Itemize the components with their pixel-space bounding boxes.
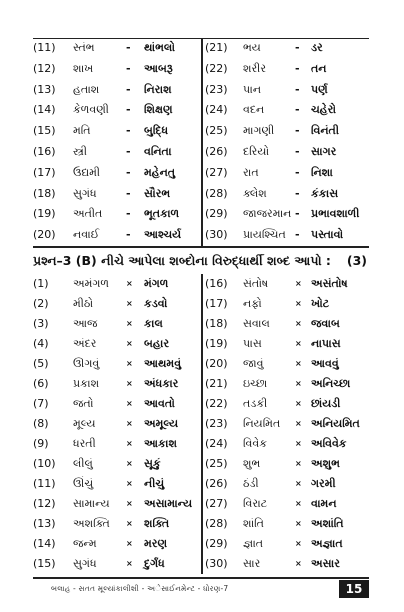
row-meaning: પસ્તાવો: [311, 228, 344, 242]
question-heading-text: પ્રશ્ન–3 (B) નીચે આપેલા શબ્દોના વિરુદ્ધાર્થી શબ્દ આપો :: [33, 253, 331, 268]
row-separator: ×: [126, 399, 133, 408]
row-meaning: અંધકાર: [144, 377, 179, 390]
row-separator: -: [295, 124, 300, 138]
table-row: [33, 225, 201, 246]
row-word: ઠંડી: [243, 477, 259, 490]
row-word: હતાશ: [73, 82, 100, 96]
row-item-number: (22): [205, 61, 228, 75]
row-item-number: (13): [33, 82, 56, 96]
antonyms-left-column: [33, 274, 201, 574]
row-word: શાખ: [73, 61, 94, 75]
row-word: શુભ: [243, 457, 261, 470]
row-word: મીઠો: [73, 297, 94, 310]
row-word: સુગંધ: [73, 186, 97, 200]
table-row: [33, 454, 201, 474]
row-meaning: આકાશ: [144, 437, 177, 450]
row-separator: -: [295, 228, 300, 242]
row-item-number: (3): [33, 317, 49, 330]
row-word: પ્રાયશ્ચિત: [243, 228, 286, 242]
row-separator: ×: [295, 519, 302, 528]
row-item-number: (21): [205, 377, 228, 390]
synonyms-right-column: [203, 38, 371, 246]
table-row: [203, 414, 371, 434]
row-item-number: (25): [205, 457, 228, 470]
table-row: [33, 534, 201, 554]
table-row: [203, 394, 371, 414]
row-separator: -: [295, 186, 300, 200]
row-separator: -: [126, 207, 131, 221]
row-separator: ×: [126, 539, 133, 548]
row-item-number: (13): [33, 517, 56, 530]
row-word: માગણી: [243, 124, 275, 138]
table-row: [203, 274, 371, 294]
row-separator: ×: [126, 479, 133, 488]
row-item-number: (23): [205, 82, 228, 96]
row-separator: -: [295, 61, 300, 75]
table-row: [33, 59, 201, 80]
table-row: [33, 414, 201, 434]
row-meaning: નિશા: [311, 165, 333, 179]
table-row: [203, 494, 371, 514]
table-row: [203, 204, 371, 225]
row-separator: -: [126, 144, 131, 158]
table-row: [203, 374, 371, 394]
row-item-number: (19): [205, 337, 228, 350]
page-footer: [33, 581, 369, 597]
row-separator: ×: [126, 359, 133, 368]
row-word: સંતોષ: [243, 277, 269, 290]
row-word: આજ: [73, 317, 98, 330]
table-row: [33, 514, 201, 534]
row-item-number: (10): [33, 457, 56, 470]
antonyms-right-column: [203, 274, 371, 574]
row-separator: -: [126, 82, 131, 96]
row-word: મૂલ્ય: [73, 417, 96, 430]
row-meaning: સૌરભ: [144, 186, 171, 200]
row-word: પાસ: [243, 337, 262, 350]
row-meaning: કંકાસ: [311, 186, 339, 200]
row-separator: ×: [126, 519, 133, 528]
row-word: સુગંધ: [73, 557, 97, 570]
row-word: જ્ઞાત: [243, 537, 264, 550]
row-item-number: (4): [33, 337, 49, 350]
table-row: [33, 294, 201, 314]
row-word: નિયમિત: [243, 417, 281, 430]
row-meaning: અવિવેક: [311, 437, 347, 450]
row-separator: ×: [126, 499, 133, 508]
synonyms-left-column: [33, 38, 201, 246]
row-meaning: થાંભલો: [144, 41, 175, 54]
row-word: ભય: [243, 41, 261, 54]
table-row: [203, 294, 371, 314]
table-row: [33, 434, 201, 454]
row-item-number: (14): [33, 537, 56, 550]
table-row: [203, 100, 371, 121]
row-meaning: અનિચ્છા: [311, 377, 351, 390]
table-row: [203, 59, 371, 80]
row-word: અમંગળ: [73, 277, 109, 290]
row-word: લીલું: [73, 457, 93, 470]
table-row: [203, 354, 371, 374]
row-meaning: આવતો: [144, 397, 175, 410]
row-meaning: શક્તિ: [144, 517, 170, 530]
row-word: જતો: [73, 397, 94, 410]
row-item-number: (9): [33, 437, 49, 450]
table-row: [203, 514, 371, 534]
row-word: સ્તંભ: [73, 41, 95, 54]
footer-text: બલાહ - સતત મૂલ્યાંકાલીશી - અેસાઈનમેન્ટ - ધોરણ-7: [51, 584, 229, 593]
table-row: [203, 314, 371, 334]
row-meaning: અનિયમિત: [311, 417, 360, 430]
table-row: [203, 534, 371, 554]
row-word: રાત: [243, 165, 259, 179]
row-item-number: (30): [205, 228, 228, 242]
row-word: ક્લેશ: [243, 186, 267, 200]
row-separator: -: [126, 41, 131, 54]
row-meaning: આબરૂ: [144, 61, 173, 75]
row-item-number: (27): [205, 165, 228, 179]
row-meaning: અસંતોષ: [311, 277, 348, 290]
row-meaning: પ્રભાવશાળી: [311, 207, 360, 221]
row-word: જાવું: [243, 357, 264, 370]
row-item-number: (14): [33, 103, 56, 117]
row-word: પ્રકાશ: [73, 377, 100, 390]
row-item-number: (23): [205, 417, 228, 430]
page-number-badge: 15: [339, 580, 369, 598]
row-meaning: આથમવું: [144, 357, 182, 370]
row-word: વદન: [243, 103, 265, 117]
row-item-number: (1): [33, 277, 49, 290]
table-row: [33, 354, 201, 374]
row-meaning: મંગળ: [144, 277, 169, 290]
row-meaning: બહાર: [144, 337, 170, 350]
row-word: ધરતી: [73, 437, 96, 450]
row-separator: ×: [126, 439, 133, 448]
row-meaning: અસાર: [311, 557, 340, 570]
row-item-number: (25): [205, 124, 228, 138]
row-separator: -: [295, 165, 300, 179]
table-row: [33, 184, 201, 205]
row-item-number: (16): [205, 277, 228, 290]
row-meaning: ડર: [311, 41, 323, 54]
row-item-number: (26): [205, 144, 228, 158]
row-separator: ×: [295, 379, 302, 388]
table-row: [33, 374, 201, 394]
row-separator: ×: [295, 479, 302, 488]
row-item-number: (26): [205, 477, 228, 490]
table-row: [33, 142, 201, 163]
row-item-number: (24): [205, 103, 228, 117]
table-row: [33, 80, 201, 101]
table-row: [203, 121, 371, 142]
row-meaning: ચહેરો: [311, 103, 337, 117]
row-word: જાજરમાન: [243, 207, 292, 221]
row-meaning: અશાંતિ: [311, 517, 344, 530]
row-item-number: (2): [33, 297, 49, 310]
row-word: દરિયો: [243, 144, 270, 158]
row-item-number: (12): [33, 497, 56, 510]
row-item-number: (22): [205, 397, 228, 410]
table-row: [33, 494, 201, 514]
row-item-number: (18): [205, 317, 228, 330]
row-meaning: ખોટ: [311, 297, 330, 310]
row-item-number: (28): [205, 517, 228, 530]
row-separator: ×: [295, 559, 302, 568]
row-word: અતીત: [73, 207, 103, 221]
row-meaning: નાપાસ: [311, 337, 341, 350]
row-word: નવાઈ: [73, 228, 100, 242]
question-heading: [33, 248, 369, 274]
row-meaning: પર્ણ: [311, 82, 328, 96]
table-row: [33, 38, 201, 59]
row-meaning: ભૂતકાળ: [144, 207, 180, 221]
row-item-number: (6): [33, 377, 49, 390]
row-meaning: તન: [311, 61, 327, 75]
row-meaning: નિરાશ: [144, 82, 172, 96]
row-word: શાંતિ: [243, 517, 264, 530]
row-item-number: (8): [33, 417, 49, 430]
row-word: ઇચ્છા: [243, 377, 268, 390]
table-row: [203, 474, 371, 494]
table-row: [33, 204, 201, 225]
table-row: [203, 163, 371, 184]
table-row: [33, 274, 201, 294]
row-item-number: (5): [33, 357, 49, 370]
row-meaning: કડવો: [144, 297, 168, 310]
row-word: અશક્તિ: [73, 517, 110, 530]
row-separator: -: [295, 82, 300, 96]
question-marks: (3): [346, 253, 367, 268]
row-item-number: (28): [205, 186, 228, 200]
row-word: સામાન્ય: [73, 497, 110, 510]
row-meaning: છાંયડી: [311, 397, 341, 410]
row-separator: ×: [295, 419, 302, 428]
row-meaning: કાલ: [144, 317, 163, 330]
row-separator: ×: [126, 319, 133, 328]
row-item-number: (15): [33, 124, 56, 138]
row-meaning: મરણ: [144, 537, 168, 550]
row-meaning: નીચું: [144, 477, 165, 490]
row-separator: -: [295, 207, 300, 221]
row-meaning: આવવું: [311, 357, 339, 370]
row-separator: ×: [295, 459, 302, 468]
row-item-number: (17): [205, 297, 228, 310]
table-row: [203, 334, 371, 354]
row-separator: -: [295, 103, 300, 117]
row-item-number: (18): [33, 186, 56, 200]
row-separator: ×: [295, 339, 302, 348]
row-meaning: સૂકું: [144, 457, 161, 470]
row-separator: ×: [295, 399, 302, 408]
row-meaning: દુર્ગંધ: [144, 557, 165, 570]
table-row: [203, 80, 371, 101]
row-item-number: (21): [205, 41, 228, 54]
row-separator: ×: [295, 359, 302, 368]
row-meaning: ગરમી: [311, 477, 336, 490]
table-row: [203, 434, 371, 454]
row-word: ઊંચું: [73, 477, 94, 490]
row-item-number: (11): [33, 477, 56, 490]
row-word: કેળવણી: [73, 103, 109, 117]
table-row: [203, 554, 371, 574]
row-word: મતિ: [73, 124, 91, 138]
row-word: અંદર: [73, 337, 97, 350]
row-separator: ×: [126, 379, 133, 388]
row-separator: ×: [126, 339, 133, 348]
table-row: [203, 225, 371, 246]
row-word: નફો: [243, 297, 262, 310]
row-separator: ×: [126, 279, 133, 288]
row-separator: -: [126, 124, 131, 138]
row-word: સવાલ: [243, 317, 270, 330]
row-word: ઊગવું: [73, 357, 100, 370]
row-separator: ×: [126, 559, 133, 568]
row-item-number: (16): [33, 144, 56, 158]
row-item-number: (27): [205, 497, 228, 510]
table-row: [203, 454, 371, 474]
row-separator: ×: [126, 419, 133, 428]
row-item-number: (29): [205, 537, 228, 550]
row-separator: -: [126, 186, 131, 200]
table-row: [33, 314, 201, 334]
row-item-number: (29): [205, 207, 228, 221]
table-row: [33, 394, 201, 414]
row-separator: ×: [126, 299, 133, 308]
table-row: [203, 142, 371, 163]
row-item-number: (24): [205, 437, 228, 450]
row-meaning: મહેનતુ: [144, 165, 176, 179]
row-separator: ×: [126, 459, 133, 468]
row-meaning: આશ્ચર્ય: [144, 228, 182, 242]
row-separator: ×: [295, 439, 302, 448]
row-meaning: વામન: [311, 497, 337, 510]
row-item-number: (17): [33, 165, 56, 179]
table-row: [33, 100, 201, 121]
row-meaning: વિનંતી: [311, 124, 339, 138]
table-row: [33, 474, 201, 494]
row-meaning: વનિતા: [144, 144, 172, 158]
row-item-number: (30): [205, 557, 228, 570]
row-word: શરીર: [243, 61, 267, 75]
row-item-number: (11): [33, 41, 56, 54]
row-word: જન્મ: [73, 537, 97, 550]
row-meaning: અજ્ઞાત: [311, 537, 343, 550]
row-meaning: સાગર: [311, 144, 337, 158]
row-word: સાર: [243, 557, 261, 570]
row-separator: ×: [295, 299, 302, 308]
row-meaning: અસામાન્ય: [144, 497, 193, 510]
row-item-number: (19): [33, 207, 56, 221]
row-separator: ×: [295, 499, 302, 508]
row-item-number: (7): [33, 397, 49, 410]
row-meaning: બુદ્ધિ: [144, 124, 169, 138]
row-item-number: (15): [33, 557, 56, 570]
row-separator: ×: [295, 319, 302, 328]
row-separator: ×: [295, 539, 302, 548]
row-separator: -: [126, 103, 131, 117]
row-meaning: અમૂલ્ય: [144, 417, 179, 430]
row-separator: -: [295, 41, 300, 54]
row-word: સ્ત્રી: [73, 144, 87, 158]
table-row: [203, 38, 371, 59]
row-word: વિવેક: [243, 437, 267, 450]
row-separator: ×: [295, 279, 302, 288]
row-item-number: (20): [33, 228, 56, 242]
row-separator: -: [126, 61, 131, 75]
table-row: [33, 163, 201, 184]
table-row: [33, 554, 201, 574]
table-row: [33, 334, 201, 354]
table-row: [33, 121, 201, 142]
row-meaning: જવાબ: [311, 317, 340, 330]
row-word: ઉદ્યમી: [73, 165, 101, 179]
row-word: વિરાટ: [243, 497, 268, 510]
row-word: પાન: [243, 82, 262, 96]
row-meaning: શિક્ષણ: [144, 103, 173, 117]
row-item-number: (20): [205, 357, 228, 370]
row-item-number: (12): [33, 61, 56, 75]
row-separator: -: [295, 144, 300, 158]
row-separator: -: [126, 228, 131, 242]
table-row: [203, 184, 371, 205]
footer-rule: [33, 577, 369, 579]
row-word: તડકી: [243, 397, 268, 410]
row-meaning: અશુભ: [311, 457, 340, 470]
row-separator: -: [126, 165, 131, 179]
